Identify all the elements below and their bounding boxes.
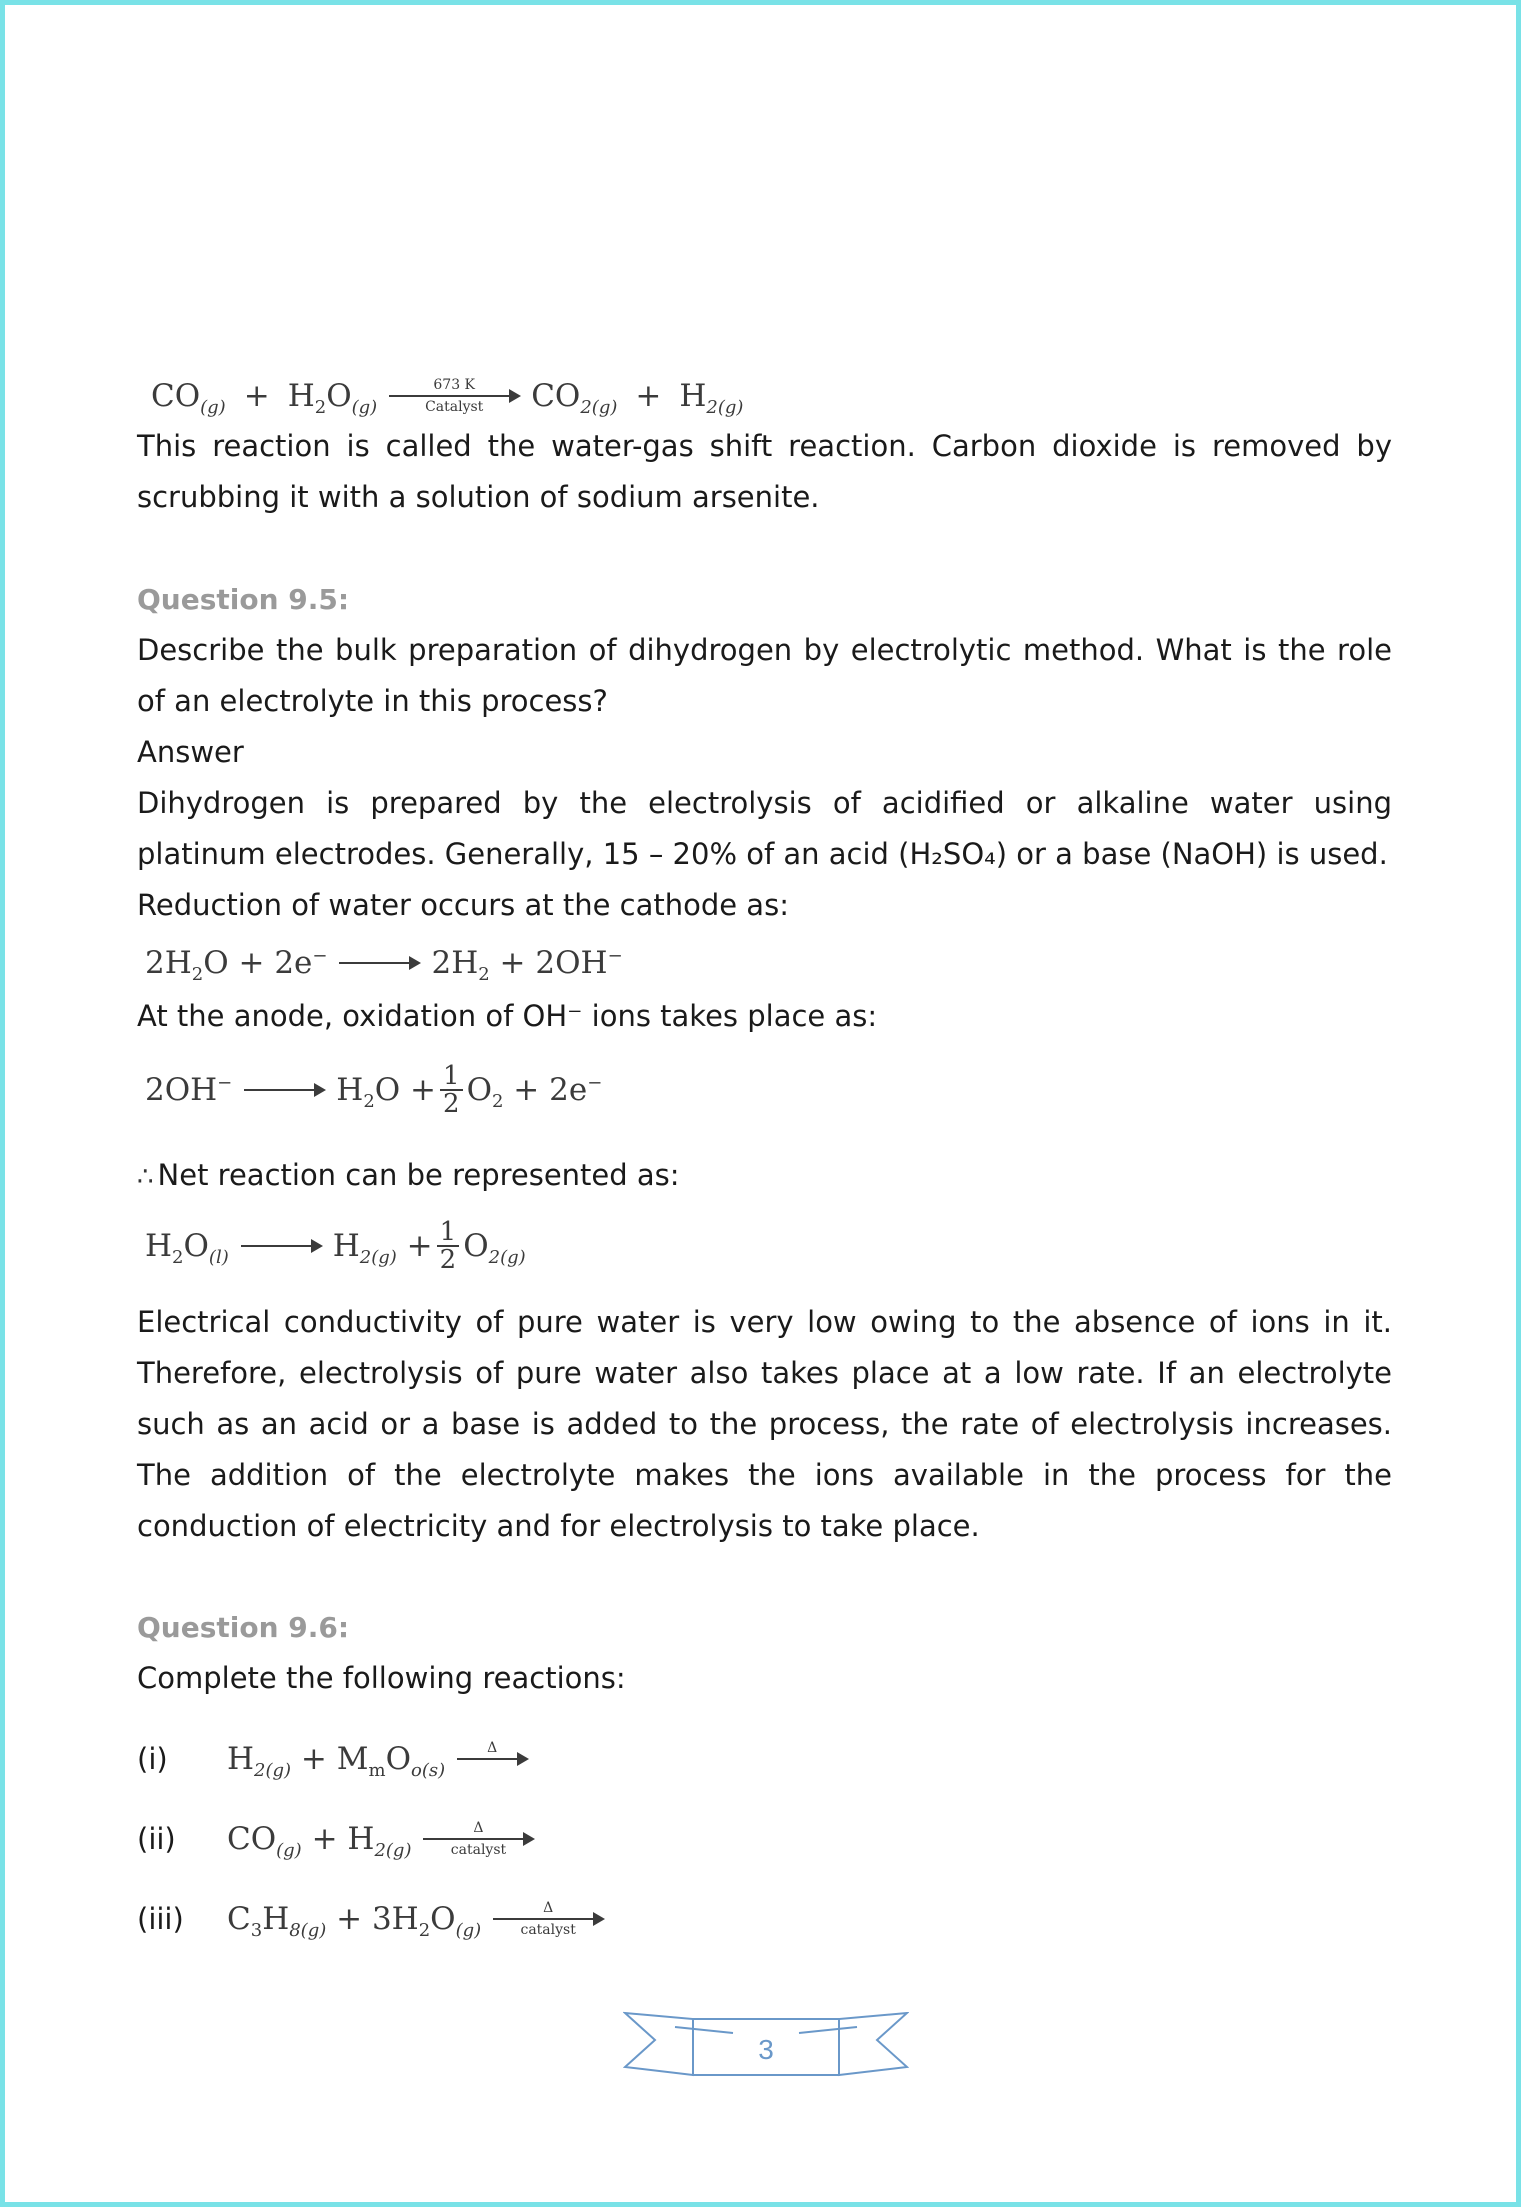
answer-paragraph-2: Electrical conductivity of pure water is very low owing to the absence of ions in it. Therefore, electrolysis of pure water also takes place at a low rate. If an electrolyte such as an acid or a base is added to the process, the rate of electrolysis increases. The addition of the electrolyte makes the ions available in the process for the conduction of electricity and for electrolysis to take place. — [137, 1305, 1392, 1543]
eq-plus: + — [243, 377, 270, 414]
question-heading-9-6: Question 9.6: — [137, 1611, 350, 1644]
reaction-arrow: Δ catalyst — [423, 1820, 533, 1858]
answer-paragraph-1: Dihydrogen is prepared by the electrolysis of acidified or alkaline water using platinum electrodes. Generally, 15 – 20% of an acid (H₂SO₄) or a base (NaOH) is used. — [137, 786, 1392, 871]
reaction-arrow — [339, 960, 419, 966]
eq-product-h2: $H_{2(g)}$ — [679, 377, 744, 418]
eq-reactant-h2o: $H_2O_{(g)}$ — [287, 377, 378, 418]
anode-text: At the anode, oxidation of OH⁻ ions takes place as: — [137, 999, 878, 1033]
question-text-9-5: Describe the bulk preparation of dihydrogen by electrolytic method. What is the role of an electrolyte in this process? — [137, 633, 1392, 718]
reaction-arrow: 673 K Catalyst — [389, 377, 519, 415]
equation-water-gas-shift — [137, 367, 1392, 425]
reaction-item: (ii) $CO_{(g)} + H_{2(g)}$ Δ catalyst — [137, 1799, 1392, 1879]
answer-label: Answer — [137, 735, 244, 769]
page-number: 3 — [758, 2034, 774, 2065]
intro-paragraph: This reaction is called the water-gas shift reaction. Carbon dioxide is removed by scrubbing it with a solution of sodium arsenite. — [137, 429, 1392, 514]
page-number-ribbon — [623, 2005, 909, 2085]
equation-anode: 2OH− $H_2O$ + $\frac{1}{2}$ $O_2 + 2e^-$ — [145, 1061, 603, 1119]
question-heading-9-5: Question 9.5: — [137, 583, 350, 616]
question-text-9-6: Complete the following reactions: — [137, 1661, 626, 1695]
fraction-one-half: $\frac{1}{2}$ — [440, 1063, 463, 1117]
reaction-arrow: Δ catalyst — [493, 1900, 603, 1938]
therefore-icon: ∴ — [137, 1162, 154, 1192]
reaction-item: (i) $H_{2(g)} + M_mO_{o(s)}$ Δ — [137, 1719, 1392, 1799]
reaction-arrow: Δ — [457, 1740, 527, 1778]
net-reaction-text: ∴ Net reaction can be represented as: — [137, 1158, 680, 1192]
reaction-item: (iii) $C_3H_{8(g)} + 3H_2O_{(g)}$ Δ catalyst — [137, 1879, 1392, 1959]
eq-reactant-co: $CO_{(g)}$ — [151, 377, 226, 418]
fraction-one-half: $\frac{1}{2}$ — [437, 1219, 460, 1273]
eq-plus: + — [635, 377, 662, 414]
equation-net: $H_2O_{(l)}$ $H_{2(g)}$ + $\frac{1}{2}$ $O_{2(g)}$ — [145, 1217, 526, 1275]
eq-product-co2: $CO_{2(g)}$ — [531, 377, 618, 418]
reaction-list — [137, 1719, 1392, 1959]
reaction-arrow — [241, 1243, 321, 1249]
cathode-text: Reduction of water occurs at the cathode as: — [137, 888, 789, 922]
equation-cathode: $2H_2O + 2e^-$ $2H_2 + 2OH^-$ — [145, 944, 623, 985]
reaction-arrow — [244, 1087, 324, 1093]
